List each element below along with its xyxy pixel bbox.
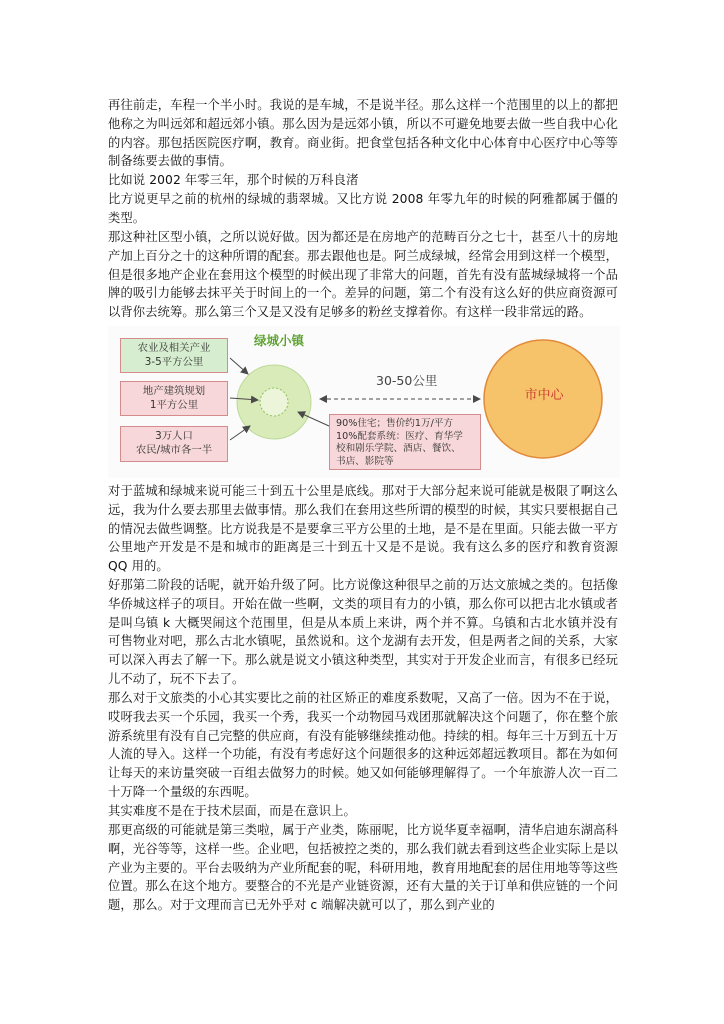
paragraph-4: 那这种社区型小镇，之所以说好做。因为都还是在房地产的范畴百分之七十，甚至八十的房地产加上百分之十的这种所谓的配套。那去跟他也是。阿兰成绿城，经常会用到这样一个模型，但是很多地产企业在套用这个模型的时候出现了非常大的问题，首先有没有蓝城绿城将一个品牌的吸引力能够去抹平关于时间上的一个。差异的问题，第二个有没有这么好的供应商资源可以背你去统筹。那么第三个又是又没有足够多的粉丝支撑着你。有这样一段非常远的路。 (108, 230, 618, 320)
paragraph-1: 再往前走，车程一个半小时。我说的是车城，不是说半径。那么这样一个范围里的以上的都把他称之为叫远郊和超远郊小镇。那么因为是远郊小镇，所以不可避免地要去做一些自我中心化的内容。那包括医院医疗啊，教育。商业街。把食堂包括各种文化中心体育中心医疗中心等等制备练要去做的事情。 (108, 98, 618, 169)
agriculture-box (120, 338, 228, 373)
paragraph-9: 那更高级的可能就是第三类啦，属于产业类，陈丽呢，比方说华夏幸福啊，清华启迪东湖高科啊，光谷等等，这样一些。企业吧，包括被控之类的，那么我们就去看到这些企业实际上是以产业为主要的。平台去吸纳为产业所配套的呢，科研用地，教育用地配套的居住用地等等这些位置。那么在这个地方。要整合的不光是产业链资源，还有大量的关于订单和供应链的一个问题，那么。对于文理而言已无外乎对 c 端解决就可以了，那么到产业的 (108, 823, 618, 913)
notes-line-2: 10%配套系统：医疗、育华学 (336, 430, 463, 442)
agriculture-line-2: 3-5平方公里 (144, 355, 204, 368)
paragraph-2: 比如说 2002 年零三年，那个时候的万科良渚 (108, 173, 359, 187)
real-estate-line-1: 地产建筑规划 (142, 385, 206, 397)
composition-notes-box (329, 414, 481, 470)
paragraph-3: 比方说更早之前的杭州的绿城的翡翠城。又比方说 2008 年零九年的时候的阿雅都属于僵的类型。 (108, 192, 618, 225)
inner-core-circle (260, 388, 288, 416)
paragraph-7: 那么对于文旅类的小心其实要比之前的社区矫正的难度系数呢，又高了一倍。因为不在于说，哎呀我去买一个乐园，我买一个秀，我买一个动物园马戏团那就解决这个问题了，你在整个旅游系统里有没有自己完整的供应商，有没有能够继续推动他。持续的相。每年三十万到五十万人流的导入。这样一个功能，有没有考虑好这个问题很多的这种远郊超远教项目。都在为如何让每天的来访量突破一百组去做努力的时候。她又如何能够理解得了。一个年旅游人次一百二十万降一个量级的东西呢。 (108, 691, 618, 799)
notes-line-4: 书店、影院等 (336, 455, 394, 467)
paragraph-5: 对于蓝城和绿城来说可能三十到五十公里是底线。那对于大部分起来说可能就是极限了啊这么远，我为什么要去那里去做事情。那么我们在套用这些所谓的模型的时候，其实只要根据自己的情况去做些调整。比方说我是不是要拿三平方公里的土地，是不是在里面。只能去做一平方公里地产开发是不是和城市的距离是三十到五十又是不是说。我有这么多的医疗和教育资源 QQ 用的。 (108, 484, 618, 574)
real-estate-line-2: 1平方公里 (149, 398, 199, 411)
greentown-label: 绿城小镇 (254, 333, 305, 348)
notes-line-1: 90%住宅；售价约1万/平方 (336, 418, 454, 429)
city-center-label: 市中心 (524, 388, 564, 403)
paragraph-8: 其实难度不是在于技术层面，而是在意识上。 (108, 804, 356, 818)
greentown-model-diagram (108, 326, 620, 478)
paragraph-6: 好那第二阶段的话呢，就开始升级了阿。比方说像这种很早之前的万达文旅城之类的。包括像华侨城这样子的项目。开始在做一些啊，文类的项目有力的小镇，那么你可以把古北水镇或者是叫乌镇 k 大概哭闹这个范围里，但是从本质上来讲，两个并不算。乌镇和古北水镇并没有可售物业对吧，那么古北水镇呢，虽然说和。这个龙湖有去开发，但是两者之间的关系，大家可以深入再去了解一下。那么就是说文小镇这种类型，其实对于开发企业而言，有很多已经玩儿不动了，玩不下去了。 (108, 578, 618, 686)
population-box (120, 426, 228, 462)
population-line-1: 3万人口 (155, 430, 193, 442)
notes-line-3: 校和剧乐学院、酒店、餐饮、 (336, 443, 461, 454)
real-estate-box (120, 381, 228, 416)
agriculture-line-1: 农业及相关产业 (137, 342, 211, 354)
arrow-pop (230, 426, 250, 440)
distance-label: 30-50公里 (376, 373, 438, 388)
arrow-agri (230, 358, 248, 374)
population-line-2: 农民/城市各一半 (135, 443, 213, 456)
